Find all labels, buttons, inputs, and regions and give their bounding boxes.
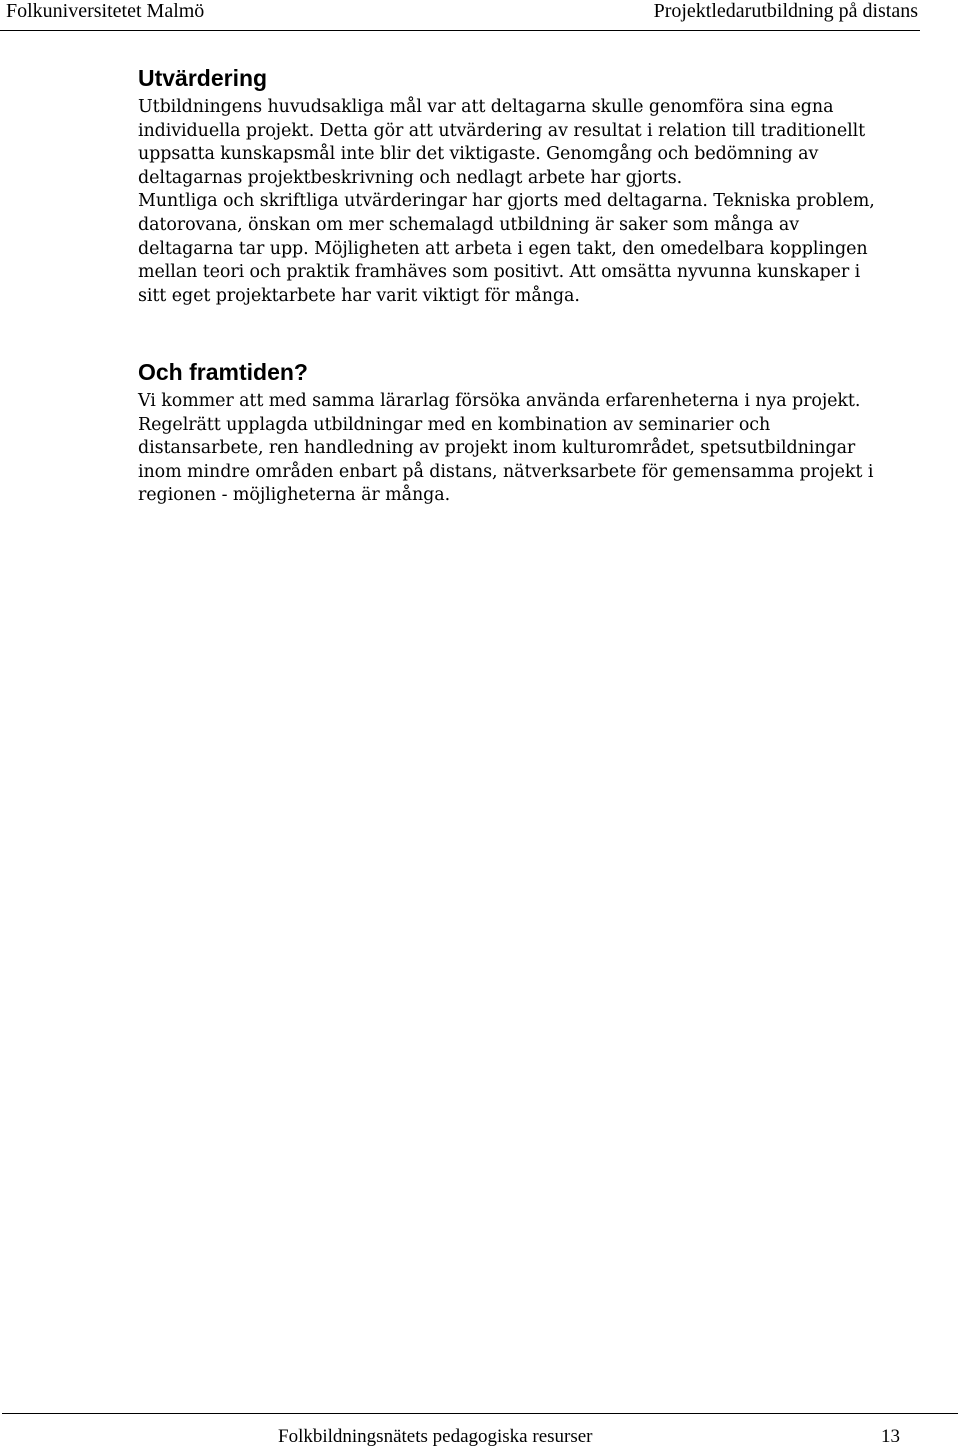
page-footer <box>2 1413 958 1448</box>
section-och-framtiden <box>138 358 918 508</box>
section-utvardering <box>138 64 918 308</box>
text-line: Vi kommer att med samma lärarlag försöka använda erfarenheterna i nya projekt. <box>138 391 861 411</box>
text-line: sitt eget projektarbete har varit viktigt för många. <box>138 285 580 306</box>
page-header <box>0 0 920 31</box>
text-line: distansarbete, ren handledning av projekt inom kulturområdet, spetsutbildningar <box>138 438 856 459</box>
text-line: uppsatta kunskapsmål inte blir det viktigaste. Genomgång och bedömning av <box>138 144 819 165</box>
text-line: individuella projekt. Detta gör att utvärdering av resultat i relation till traditionellt <box>138 120 866 141</box>
section-heading: Utvärdering <box>138 65 268 91</box>
section-body <box>138 390 918 508</box>
text-line: regionen - möjligheterna är många. <box>138 485 451 506</box>
section-body <box>138 96 918 308</box>
text-line: datorovana, önskan om mer schemalagd utbildning är saker som många av <box>138 214 799 235</box>
footer-text: Folkbildningsnätets pedagogiska resurser <box>278 1426 593 1447</box>
section-heading: Och framtiden? <box>138 359 308 385</box>
text-line: mellan teori och praktik framhäves som positivt. Att omsätta nyvunna kunskaper i <box>138 262 861 283</box>
text-line: deltagarna tar upp. Möjligheten att arbeta i egen takt, den omedelbara kopplingen <box>138 238 868 259</box>
page-number: 13 <box>881 1426 900 1447</box>
text-line: Muntliga och skriftliga utvärderingar har gjorts med deltagarna. Tekniska problem, <box>138 191 875 212</box>
text-line: Regelrätt upplagda utbildningar med en kombination av seminarier och <box>138 414 771 435</box>
header-document-title: Projektledarutbildning på distans <box>653 0 918 22</box>
text-line: Utbildningens huvudsakliga mål var att deltagarna skulle genomföra sina egna <box>138 97 834 117</box>
text-line: deltagarnas projektbeskrivning och nedlagt arbete har gjorts. <box>138 167 683 188</box>
text-line: inom mindre områden enbart på distans, nätverksarbete för gemensamma projekt i <box>138 461 874 482</box>
header-organization: Folkuniversitetet Malmö <box>6 0 205 22</box>
